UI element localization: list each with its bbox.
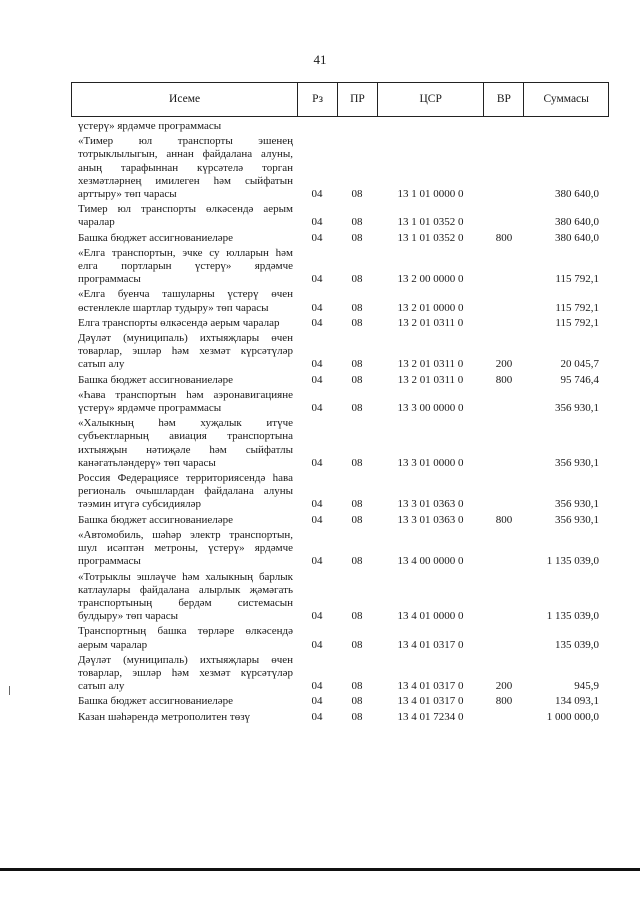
cell-rz: 04 bbox=[311, 316, 323, 329]
cell-rz: 04 bbox=[311, 188, 323, 201]
table-row bbox=[71, 625, 609, 651]
cell-rz: 04 bbox=[311, 402, 323, 415]
cell-vr: 800 bbox=[495, 373, 513, 386]
cell-sum: 380 640,0 bbox=[555, 216, 599, 229]
table-row bbox=[71, 389, 609, 415]
table-row bbox=[71, 332, 609, 372]
budget-table bbox=[71, 82, 609, 726]
cell-rz: 04 bbox=[311, 638, 323, 651]
cell-csr: 13 3 01 0000 0 bbox=[397, 456, 464, 469]
cell-rz: 04 bbox=[311, 358, 323, 371]
cell-pr: 08 bbox=[351, 316, 363, 329]
cell-rz: 04 bbox=[311, 216, 323, 229]
cell-name: «Автомобиль, шәһәр электр транспортын, шул исәптән метроны, үстерү» ярдәмче программасы bbox=[78, 528, 293, 568]
table-row bbox=[71, 529, 609, 569]
table-row bbox=[71, 571, 609, 624]
cell-csr: 13 1 01 0352 0 bbox=[397, 216, 464, 229]
header-csr: ЦСР bbox=[377, 83, 484, 116]
cell-rz: 04 bbox=[311, 231, 323, 244]
cell-csr: 13 4 01 0317 0 bbox=[397, 638, 464, 651]
page-number: 41 bbox=[313, 52, 327, 67]
cell-pr: 08 bbox=[351, 638, 363, 651]
cell-name: Елга транспорты өлкәсендә аерым чаралар bbox=[78, 316, 280, 329]
cell-sum: 115 792,1 bbox=[555, 273, 599, 286]
cell-pr: 08 bbox=[351, 188, 363, 201]
cell-vr: 800 bbox=[495, 513, 513, 526]
cell-vr: 800 bbox=[495, 231, 513, 244]
cell-pr: 08 bbox=[351, 358, 363, 371]
cell-sum: 356 930,1 bbox=[555, 402, 599, 415]
cell-rz: 04 bbox=[311, 301, 323, 314]
cell-name: Башка бюджет ассигнованиеләре bbox=[78, 231, 233, 244]
cell-name: Дәүләт (муниципаль) ихтыяҗлары өчен товарлар, эшләр һәм хезмәт күрсәтүләр сатып алу bbox=[78, 653, 293, 693]
cell-pr: 08 bbox=[351, 680, 363, 693]
header-sum: Суммасы bbox=[523, 83, 608, 116]
cell-csr: 13 4 01 0317 0 bbox=[397, 680, 464, 693]
table-row bbox=[71, 203, 609, 229]
cell-csr: 13 1 01 0352 0 bbox=[397, 231, 464, 244]
cell-pr: 08 bbox=[351, 695, 363, 708]
cell-name: Дәүләт (муниципаль) ихтыяҗлары өчен товарлар, эшләр һәм хезмәт күрсәтүләр сатып алу bbox=[78, 332, 293, 371]
cell-csr: 13 2 01 0311 0 bbox=[397, 358, 464, 371]
table-row bbox=[71, 514, 609, 527]
cell-pr: 08 bbox=[351, 456, 363, 469]
table-row bbox=[71, 472, 609, 512]
cell-pr: 08 bbox=[351, 402, 363, 415]
cell-name: Башка бюджет ассигнованиеләре bbox=[78, 513, 233, 526]
header-pr: ПР bbox=[337, 83, 377, 116]
cell-csr: 13 2 00 0000 0 bbox=[397, 273, 464, 286]
cell-pr: 08 bbox=[351, 610, 363, 623]
cell-name: Казан шәһәрендә метрополитен төзү bbox=[78, 710, 251, 723]
cell-pr: 08 bbox=[351, 555, 363, 568]
cell-sum: 356 930,1 bbox=[555, 513, 599, 526]
cell-rz: 04 bbox=[311, 273, 323, 286]
table-row bbox=[71, 374, 609, 387]
cell-sum: 380 640,0 bbox=[555, 188, 599, 201]
table-row bbox=[71, 711, 609, 724]
cell-rz: 04 bbox=[311, 373, 323, 386]
cell-rz: 04 bbox=[311, 456, 323, 469]
table-row bbox=[71, 120, 609, 133]
header-vr: ВР bbox=[483, 83, 523, 116]
cell-rz: 04 bbox=[311, 680, 323, 693]
table-row bbox=[71, 654, 609, 694]
cell-rz: 04 bbox=[311, 710, 323, 723]
cell-rz: 04 bbox=[311, 498, 323, 511]
table-row bbox=[71, 288, 609, 314]
cell-pr: 08 bbox=[351, 231, 363, 244]
cell-name: «Халыкның һәм хуҗалык итүче субъектларның авиация транспортына ихтыяҗын нәтиҗәле һәм сыйфатлы канәгатьләндерү» төп чарасы bbox=[78, 417, 293, 469]
cell-csr: 13 1 01 0000 0 bbox=[397, 188, 464, 201]
cell-sum: 1 000 000,0 bbox=[546, 710, 599, 723]
table-body bbox=[71, 120, 609, 724]
cell-pr: 08 bbox=[351, 373, 363, 386]
table-row bbox=[71, 247, 609, 287]
cell-rz: 04 bbox=[311, 610, 323, 623]
cell-sum: 356 930,1 bbox=[555, 456, 599, 469]
cell-name: «Тимер юл транспорты эшенең тотрыклылыгын, аннан файдалана алуны, аның тарафыннан күрсәтелә торган хезмәтләрнең имилеген һәм сыйфатын арттыру» төп чарасы bbox=[78, 135, 293, 201]
cell-pr: 08 bbox=[351, 216, 363, 229]
header-rz: Рз bbox=[297, 83, 337, 116]
cell-csr: 13 3 01 0363 0 bbox=[397, 513, 464, 526]
cell-sum: 356 930,1 bbox=[555, 498, 599, 511]
cell-name: Тимер юл транспорты өлкәсендә аерым чаралар bbox=[78, 203, 293, 229]
cell-name: үстерү» ярдәмче программасы bbox=[78, 120, 222, 132]
cell-sum: 1 135 039,0 bbox=[546, 555, 599, 568]
cell-sum: 115 792,1 bbox=[555, 301, 599, 314]
cell-sum: 95 746,4 bbox=[560, 373, 599, 386]
cell-vr: 200 bbox=[495, 358, 513, 371]
cell-csr: 13 3 01 0363 0 bbox=[397, 498, 464, 511]
table-row bbox=[71, 417, 609, 470]
cell-sum: 945,9 bbox=[574, 680, 599, 693]
cell-name: Россия Федерациясе территориясендә һава региональ очышлардан файдалана алуны тәэмин итүгә субсидияләр bbox=[78, 472, 293, 511]
cell-vr: 800 bbox=[495, 695, 513, 708]
cell-vr: 200 bbox=[495, 680, 513, 693]
cell-name: «Елга буенча ташуларны үстерү өчен өстенлекле шартлар тудыру» төп чарасы bbox=[78, 288, 293, 314]
cell-name: Транспортның башка төрләре өлкәсендә аерым чаралар bbox=[78, 625, 293, 651]
cell-name: Башка бюджет ассигнованиеләре bbox=[78, 695, 233, 708]
cell-pr: 08 bbox=[351, 301, 363, 314]
cell-pr: 08 bbox=[351, 710, 363, 723]
cell-sum: 115 792,1 bbox=[555, 316, 599, 329]
cell-rz: 04 bbox=[311, 555, 323, 568]
cell-name: «Һава транспортын һәм аэронавигацияне үстерү» ярдәмче программасы bbox=[78, 388, 293, 415]
cell-csr: 13 2 01 0311 0 bbox=[397, 316, 464, 329]
page-bottom-rule bbox=[0, 868, 640, 871]
cell-sum: 20 045,7 bbox=[560, 358, 599, 371]
cell-csr: 13 2 01 0000 0 bbox=[397, 301, 464, 314]
cell-sum: 134 093,1 bbox=[555, 695, 599, 708]
cell-rz: 04 bbox=[311, 695, 323, 708]
table-row bbox=[71, 695, 609, 708]
cell-rz: 04 bbox=[311, 513, 323, 526]
table-row bbox=[71, 135, 609, 201]
cell-sum: 380 640,0 bbox=[555, 231, 599, 244]
cell-pr: 08 bbox=[351, 273, 363, 286]
cell-csr: 13 4 00 0000 0 bbox=[397, 555, 464, 568]
cell-sum: 135 039,0 bbox=[555, 638, 599, 651]
cell-pr: 08 bbox=[351, 513, 363, 526]
table-row bbox=[71, 232, 609, 245]
header-name: Исеме bbox=[169, 92, 201, 105]
cell-name: «Тотрыклы эшләүче һәм халыкның барлык катлаулары файдалана алырлык җәмәгать транспортының бердәм системасын булдыру» төп чарасы bbox=[78, 570, 293, 623]
margin-mark bbox=[9, 686, 10, 695]
cell-pr: 08 bbox=[351, 498, 363, 511]
cell-name: Башка бюджет ассигнованиеләре bbox=[78, 373, 233, 386]
cell-csr: 13 3 00 0000 0 bbox=[397, 402, 464, 415]
cell-csr: 13 4 01 0317 0 bbox=[397, 695, 464, 708]
cell-csr: 13 2 01 0311 0 bbox=[397, 373, 464, 386]
table-row bbox=[71, 317, 609, 330]
table-header bbox=[71, 82, 609, 117]
cell-csr: 13 4 01 7234 0 bbox=[397, 710, 464, 723]
cell-csr: 13 4 01 0000 0 bbox=[397, 610, 464, 623]
cell-sum: 1 135 039,0 bbox=[546, 610, 599, 623]
cell-name: «Елга транспортын, эчке су юлларын һәм елга портларын үстерү» ярдәмче программасы bbox=[78, 246, 293, 286]
